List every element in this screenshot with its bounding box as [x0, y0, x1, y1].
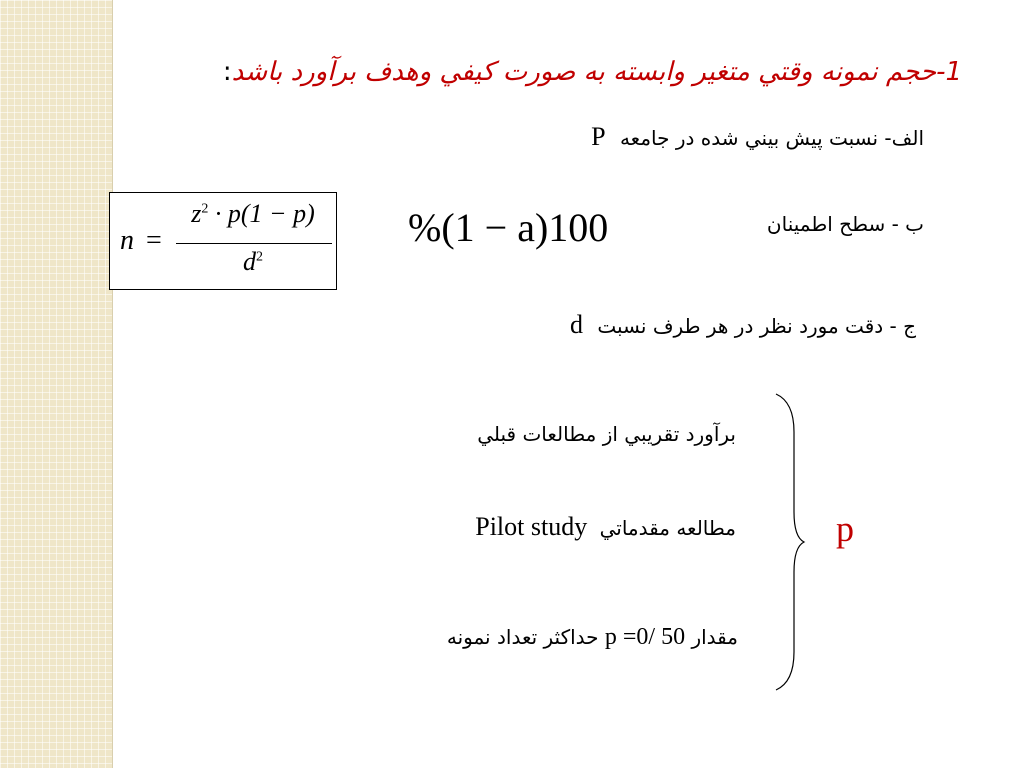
slide-title-text: 1-حجم نمونه وقتي متغير وابسته به صورت كيفي وهدف برآورد باشد [231, 57, 962, 87]
option-previous-studies [477, 422, 736, 446]
formula-d-exp: 2 [256, 249, 263, 265]
formula-lhs: n [120, 225, 134, 256]
option-3-latin: p =0/ 50 [604, 624, 686, 650]
formula-equals: = [146, 225, 162, 256]
option-1-text: برآورد تقريبي از مطالعات قبلي [477, 422, 736, 446]
option-2-text: مطالعه مقدماتي [599, 516, 736, 540]
item-c [570, 310, 916, 340]
slide-title [162, 44, 962, 100]
formula-numerator-rest: · p(1 − p) [208, 199, 315, 228]
item-c-text: ج - دقت مورد نظر در هر طرف نسبت [597, 314, 916, 338]
formula-z-exp: 2 [201, 201, 209, 217]
formula-fraction-bar [176, 243, 332, 244]
option-pilot-study [475, 512, 736, 542]
option-3-text-before: مقدار [691, 625, 738, 649]
decorative-side-strip [0, 0, 113, 768]
item-b [767, 212, 924, 236]
formula-numerator [178, 199, 328, 229]
sample-size-formula [109, 192, 337, 290]
brace-label-p: p [836, 509, 854, 549]
formula-denominator [178, 247, 328, 277]
item-a-text: الف- نسبت پيش بيني شده در جامعه [619, 126, 924, 150]
confidence-formula: %(1 − a)100 [408, 205, 609, 250]
item-a [591, 122, 924, 152]
option-2-latin: Pilot study [475, 512, 588, 541]
slide-title-colon: : [222, 57, 232, 87]
item-b-text: ب - سطح اطمينان [766, 212, 924, 236]
formula-z: z [191, 199, 202, 228]
item-c-symbol: d [570, 310, 584, 339]
item-a-symbol: P [591, 122, 606, 151]
option-max-sample [447, 624, 738, 651]
option-3-text-after: حداكثر تعداد نمونه [446, 625, 599, 649]
formula-d: d [243, 247, 256, 276]
curly-brace-icon [772, 392, 806, 692]
